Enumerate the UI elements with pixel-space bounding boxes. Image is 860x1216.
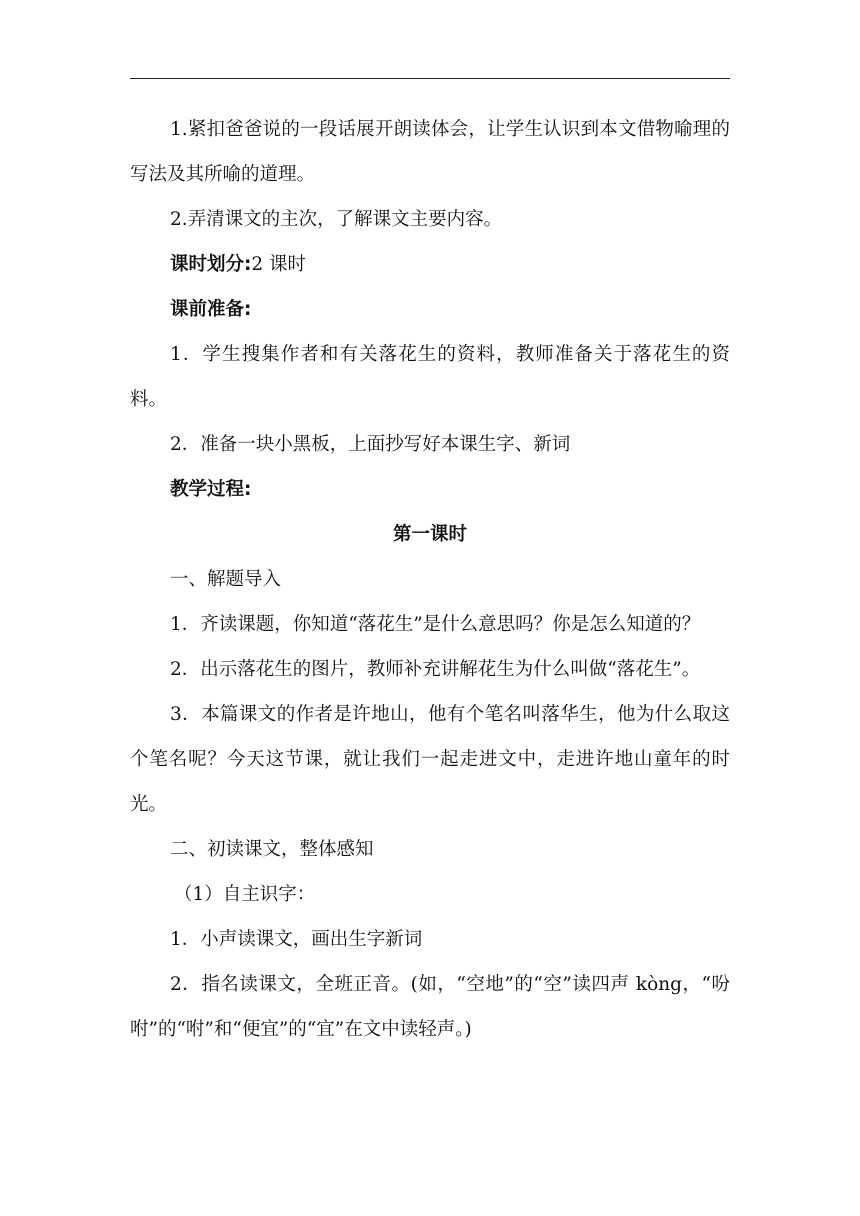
prep-item-2: 2．准备一块小黑板，上面抄写好本课生字、新词 xyxy=(170,434,571,455)
objective-1: 1.紧扣爸爸说的一段话展开朗读体会，让学生认识到本文借物喻理的写法及其所喻的道理。 xyxy=(130,119,730,185)
prep-heading: 课前准备: xyxy=(170,299,252,320)
section1-item-3: 3．本篇课文的作者是许地山，他有个笔名叫落华生，他为什么取这个笔名呢？今天这节课，就让我们一起走进文中，走进许地山童年的时光。 xyxy=(130,704,730,815)
section2-item-1: 1．小声读课文，画出生字新词 xyxy=(170,929,423,950)
section1-heading: 一、解题导入 xyxy=(170,569,282,590)
section1-item-1: 1．齐读课题，你知道“落花生”是什么意思吗？你是怎么知道的？ xyxy=(170,614,701,635)
schedule-label: 课时划分: xyxy=(170,254,252,275)
lesson-title: 第一课时 xyxy=(392,524,467,545)
subsection-heading: （1）自主识字： xyxy=(174,884,316,905)
section2-heading: 二、初读课文，整体感知 xyxy=(170,839,374,860)
objective-2: 2.弄清课文的主次，了解课文主要内容。 xyxy=(170,209,503,230)
document-body xyxy=(130,107,730,1052)
process-heading: 教学过程: xyxy=(170,479,252,500)
section1-item-2: 2．出示落花生的图片，教师补充讲解花生为什么叫做“落花生”。 xyxy=(170,659,701,680)
section2-item-2: 2．指名读课文，全班正音。(如，“空地”的“空”读四声 kòng，“吩咐”的“咐”和“便宜”的“宜”在文中读轻声。) xyxy=(130,974,730,1040)
prep-item-1: 1．学生搜集作者和有关落花生的资料，教师准备关于落花生的资料。 xyxy=(130,344,730,410)
schedule-line xyxy=(130,242,730,287)
schedule-value: 2 课时 xyxy=(251,254,307,275)
header-rule xyxy=(130,78,730,79)
